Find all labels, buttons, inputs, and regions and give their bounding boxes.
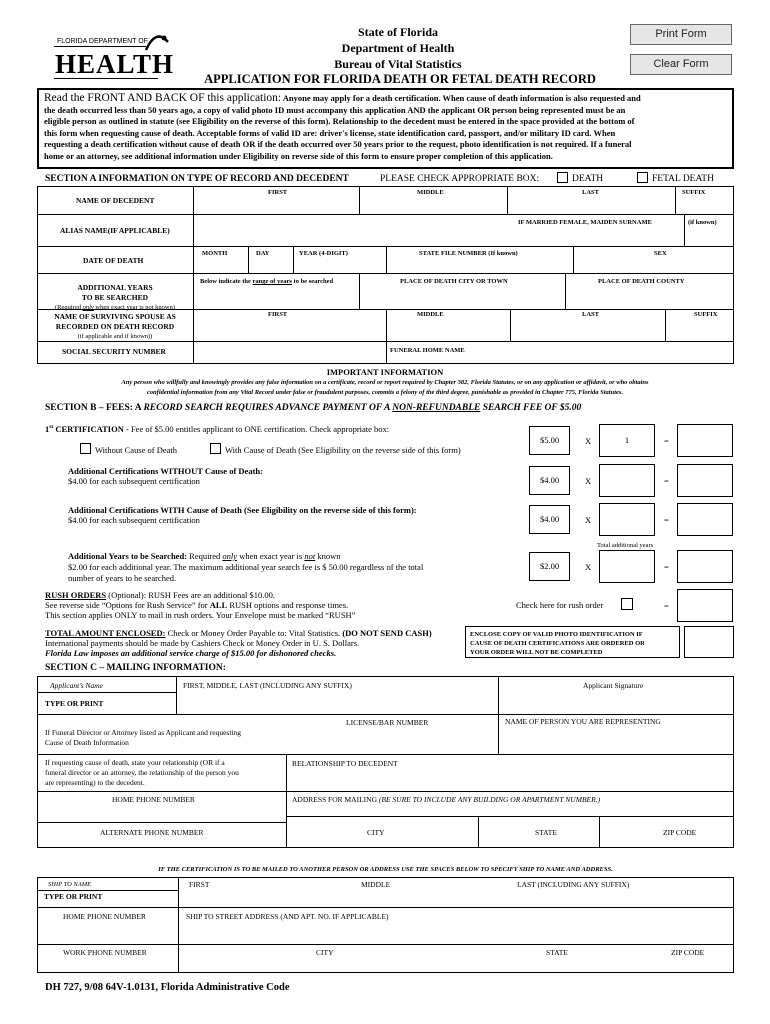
ship-first-label: FIRST — [189, 880, 210, 889]
rush-checkbox[interactable] — [621, 598, 633, 610]
middle-col: MIDDLE — [417, 189, 444, 196]
fd-note-2: Cause of Death Information — [45, 738, 129, 747]
row3-x: X — [585, 515, 592, 525]
without-cause-checkbox[interactable] — [80, 443, 91, 454]
state-label: STATE — [535, 828, 557, 837]
range-note-a: Below indicate the — [200, 278, 253, 285]
rush-2c: RUSH options and response times. — [227, 600, 349, 610]
row3-total[interactable] — [677, 503, 733, 536]
logo-top-text: FLORIDA DEPARTMENT OF — [57, 38, 149, 45]
ay-c: only — [222, 551, 238, 561]
id-l2: CAUSE OF DEATH CERTIFICATIONS ARE ORDERED OR — [470, 640, 645, 647]
rush-eq: = — [664, 601, 669, 611]
rel-2: funeral director or an attorney, the relationship of the person you — [45, 768, 239, 777]
form-code: DH 727, 9/08 64V-1.0131, Florida Administrative Code — [45, 982, 290, 993]
row4-total[interactable] — [677, 550, 733, 583]
spouse-last-col: LAST — [582, 311, 599, 318]
suffix-col: SUFFIX — [682, 189, 706, 196]
first-cert-desc: - Fee of $5.00 entitles applicant to ONE certification. Check appropriate box: — [123, 424, 390, 434]
row1-qty[interactable] — [599, 424, 655, 457]
pod-county-col: PLACE OF DEATH COUNTY — [598, 278, 685, 285]
alt-phone-label: ALTERNATE PHONE NUMBER — [100, 828, 204, 837]
intro-line-3: eligible person as outlined in statute (see Eligibility on the reverse of this form). Relationship to the decedent must be entered in the space provided at the bottom of — [44, 116, 635, 126]
first-cert-line — [45, 424, 389, 434]
with-cause-checkbox[interactable] — [210, 443, 221, 454]
addr-b: (BE SURE TO INCLUDE ANY BUILDING OR APARTMENT NUMBER.) — [378, 795, 601, 804]
ay-d: when exact year is — [237, 551, 305, 561]
ay-e: not — [304, 551, 316, 561]
rush-2b: ALL — [209, 600, 228, 610]
ship-last-label: LAST (INCLUDING ANY SUFFIX) — [517, 880, 630, 889]
zip-label: ZIP CODE — [663, 828, 697, 837]
addl-without-fee: $4.00 for each subsequent certification — [68, 476, 200, 486]
ay-f: known — [315, 551, 341, 561]
photo-id-notice-text — [470, 630, 645, 657]
important-line-2: confidential information from any Vital Record under false or fraudulent purposes, commits a felony of the third degree, punishable as provided in Chapter 775, Florida Statutes. — [146, 389, 624, 396]
pod-city-col: PLACE OF DEATH CITY OR TOWN — [400, 278, 508, 285]
print-form-button[interactable]: Print Form — [630, 24, 732, 45]
addl-years-search — [68, 551, 340, 561]
id-l3: YOUR ORDER WILL NOT BE COMPLETED — [470, 649, 603, 656]
row4-qty[interactable] — [599, 550, 655, 583]
spouse-first-col: FIRST — [268, 311, 288, 318]
rush-line-2 — [45, 600, 348, 610]
row2-eq: = — [664, 476, 669, 486]
spouse-label — [38, 312, 192, 342]
range-note-c: to be searched — [291, 278, 334, 285]
intro-text — [44, 93, 730, 162]
total-line-1 — [45, 628, 432, 638]
state-file-col: STATE FILE NUMBER (If known) — [419, 250, 518, 257]
total-heading: TOTAL AMOUNT ENCLOSED: — [45, 628, 166, 638]
row1-x: X — [585, 436, 592, 446]
last-col: LAST — [582, 189, 599, 196]
rush-total[interactable] — [677, 589, 733, 622]
rush-check-label: Check here for rush order — [516, 600, 604, 610]
alias-field[interactable] — [194, 228, 683, 245]
ship-home-phone-label: HOME PHONE NUMBER — [63, 912, 146, 921]
secb-h-b: RECORD SEARCH REQUIRES ADVANCE PAYMENT OF A — [143, 403, 393, 413]
ssn-label: SOCIAL SECURITY NUMBER — [62, 347, 166, 356]
spouse-middle-col: MIDDLE — [417, 311, 444, 318]
intro-lead: Read the FRONT AND BACK OF this application: — [44, 92, 282, 104]
fetal-death-label: FETAL DEATH — [652, 174, 714, 184]
spouse-l2: RECORDED ON DEATH RECORD — [55, 321, 175, 331]
first-cert-num: 1 — [45, 424, 50, 434]
important-line-1: Any person who willfully and knowingly provides any false information on a certificate, record or report required by Chapter 382, Florida Statutes, or on any application or affidavit, or who obtains — [121, 379, 649, 386]
first-cert-label: CERTIFICATION — [53, 424, 124, 434]
addl-years-line-2: $2.00 for each additional year. The maximum additional year search fee is $ 50.00 regardless of the total — [68, 562, 424, 572]
row1-qty-value: 1 — [624, 435, 630, 445]
intro-line-6: home or an attorney, see additional information under Eligibility on reverse side of this form to ensure proper completion of this application. — [44, 150, 553, 161]
row4-eq: = — [664, 562, 669, 572]
city-label: CITY — [367, 828, 385, 837]
applicant-signature-label: Applicant Signature — [583, 681, 644, 690]
with-cause-label: With Cause of Death (See Eligibility on the reverse side of this form) — [225, 445, 461, 455]
maiden-label: IF MARRIED FEMALE, MAIDEN SURNAME — [518, 219, 652, 226]
relationship-label: RELATIONSHIP TO DECEDENT — [292, 759, 398, 768]
day-col: DAY — [256, 250, 270, 257]
representing-label: NAME OF PERSON YOU ARE REPRESENTING — [505, 717, 661, 726]
addr-a: ADDRESS FOR MAILING — [292, 795, 379, 804]
addl-with-heading: Additional Certifications WITH Cause of Death (See Eligibility on the reverse side of this form): — [68, 505, 417, 515]
page-title: APPLICATION FOR FLORIDA DEATH OR FETAL DEATH RECORD — [204, 72, 596, 86]
addl-years-l3c: when exact year is not known) — [93, 304, 176, 311]
row1-amount: $5.00 — [529, 426, 570, 455]
applicant-name-field[interactable] — [178, 692, 496, 712]
alias-label: ALIAS NAME(IF APPLICABLE) — [60, 226, 170, 235]
total-1: Check or Money Order Payable to: Vital Statistics. — [165, 628, 343, 638]
year-col: YEAR (4-DIGIT) — [299, 250, 348, 257]
row4-x: X — [585, 562, 592, 572]
month-col: MONTH — [202, 250, 228, 257]
grand-total[interactable] — [684, 626, 734, 658]
id-l1: ENCLOSE COPY OF VALID PHOTO IDENTIFICATION IF — [470, 631, 643, 638]
row4-amount: $2.00 — [529, 552, 570, 581]
header-state: State of Florida — [358, 25, 438, 39]
ship-type-or-print: TYPE OR PRINT — [44, 892, 103, 901]
row3-eq: = — [664, 515, 669, 525]
rel-3: are representing) to the decedent. — [45, 778, 145, 787]
funeral-home-label: FUNERAL HOME NAME — [390, 347, 465, 354]
header-dept: Department of Health — [341, 41, 455, 55]
rush-1: (Optional): RUSH Fees are an additional $10.00. — [106, 590, 275, 600]
spouse-l3: (if applicable and if known)) — [77, 333, 153, 340]
addl-years-line-3: number of years to be searched. — [68, 573, 177, 583]
applicant-cols: FIRST, MIDDLE, LAST (INCLUDING ANY SUFFIX) — [183, 681, 352, 690]
row3-amount: $4.00 — [529, 505, 570, 534]
row2-qty[interactable] — [599, 464, 655, 497]
row2-x: X — [585, 476, 592, 486]
intro-line-4: this form when requesting cause of death. Acceptable forms of valid ID are: driver's license, state identification card, passport, and/or military ID card. When — [44, 127, 616, 138]
sex-col: SEX — [654, 250, 667, 257]
name-of-decedent-label: NAME OF DECEDENT — [76, 196, 155, 205]
range-note — [200, 278, 333, 285]
if-known-label: (if known) — [688, 219, 717, 226]
date-of-death-label: DATE OF DEATH — [83, 256, 144, 265]
decedent-name-field[interactable] — [194, 197, 733, 213]
work-phone-label: WORK PHONE NUMBER — [63, 948, 147, 957]
logo-main-text: HEALTH — [55, 49, 175, 79]
addl-without-heading: Additional Certifications WITHOUT Cause of Death: — [68, 466, 263, 476]
spouse-suffix-col: SUFFIX — [694, 311, 718, 318]
rush-line-1 — [45, 590, 275, 600]
license-label: LICENSE/BAR NUMBER — [346, 718, 429, 727]
ship-middle-label: MIDDLE — [361, 880, 391, 889]
addl-years-l3b: only — [82, 304, 94, 311]
ship-to-name-label: SHIP TO NAME — [48, 881, 92, 888]
rush-heading: RUSH ORDERS — [45, 590, 107, 600]
intro-line-5: requesting a death certification without cause of death OR if the death occurred over 50 years prior to the request, photo identification is not required. If a funeral — [44, 139, 632, 149]
death-checkbox[interactable] — [557, 172, 568, 183]
ay-b: Required — [187, 551, 223, 561]
additional-years-label — [38, 283, 192, 313]
total-line-3: Florida Law imposes an additional service charge of $15.00 for dishonored checks. — [45, 648, 337, 658]
total-years-label: Total additional years — [597, 542, 654, 549]
ship-state-label: STATE — [546, 948, 568, 957]
row1-eq: = — [664, 436, 669, 446]
rel-1: If requesting cause of death, state your relationship (OR if a — [45, 758, 225, 767]
rush-line-3: This section applies ONLY to mail in rush orders. Your Envelope must be marked “RUSH” — [45, 610, 356, 620]
spouse-l1: NAME OF SURVIVING SPOUSE AS — [54, 312, 176, 321]
applicant-name-label: Applicant’s Name — [50, 681, 103, 690]
ay-a: Additional Years to be Searched: — [68, 551, 187, 561]
row3-qty[interactable] — [599, 503, 655, 536]
check-prompt: PLEASE CHECK APPROPRIATE BOX: — [380, 174, 540, 184]
section-a-heading: SECTION A INFORMATION ON TYPE OF RECORD AND DECEDENT — [45, 174, 349, 184]
fd-note-1: If Funeral Director or Attorney listed as Applicant and requesting — [45, 728, 241, 737]
ship-table — [37, 877, 734, 973]
first-cert-sup: st — [49, 424, 54, 431]
addl-years-l2: TO BE SEARCHED — [81, 292, 149, 302]
applicant-signature-field[interactable] — [500, 692, 732, 712]
rush-2a: See reverse side “Options for Rush Service” for — [45, 600, 210, 610]
intro-line-2: the death occurred less than 50 years ago, a copy of valid photo ID must accompany this application AND the applicant OR person being represented must be an — [44, 104, 626, 115]
addl-years-l3a: (Required — [54, 304, 83, 311]
row2-amount: $4.00 — [529, 466, 570, 495]
home-phone-label: HOME PHONE NUMBER — [112, 795, 195, 804]
ship-city-label: CITY — [316, 948, 334, 957]
relationship-note — [45, 758, 281, 788]
type-or-print: TYPE OR PRINT — [45, 699, 104, 708]
secb-h-a: SECTION B – FEES: A — [45, 403, 144, 413]
addl-with-fee: $4.00 for each subsequent certification — [68, 515, 200, 525]
row1-total[interactable] — [677, 424, 733, 457]
sun-arc-icon — [144, 32, 170, 52]
first-col: FIRST — [268, 189, 288, 196]
without-cause-label: Without Cause of Death — [95, 445, 178, 455]
fetal-death-checkbox[interactable] — [637, 172, 648, 183]
header-bureau: Bureau of Vital Statistics — [334, 57, 462, 71]
mailing-address-label — [292, 795, 600, 804]
clear-form-button[interactable]: Clear Form — [630, 54, 732, 75]
ship-note: IF THE CERTIFICATION IS TO BE MAILED TO ANOTHER PERSON OR ADDRESS USE THE SPACES BELOW TO SPECIFY SHIP TO NAME AND ADDRESS. — [158, 866, 613, 873]
ship-zip-label: ZIP CODE — [671, 948, 705, 957]
total-1b: (DO NOT SEND CASH) — [342, 628, 432, 638]
death-label: DEATH — [572, 174, 604, 184]
section-b-heading — [45, 403, 581, 413]
intro-line-1: Anyone may apply for a death certification. When cause of death information is also requested and — [282, 93, 641, 103]
important-heading: IMPORTANT INFORMATION — [326, 367, 444, 377]
row2-total[interactable] — [677, 464, 733, 497]
section-c-heading: SECTION C – MAILING INFORMATION: — [45, 663, 226, 673]
secb-h-c: NON-REFUNDABLE — [392, 403, 481, 413]
addl-years-l1: ADDITIONAL YEARS — [77, 283, 153, 292]
total-line-2: International payments should be made by Cashiers Check or Money Order in U. S. Dollars. — [45, 638, 360, 648]
ship-street-label: SHIP TO STREET ADDRESS (AND APT. NO. IF APPLICABLE) — [186, 912, 389, 921]
range-note-b: range of years — [252, 278, 292, 285]
secb-h-d: SEARCH FEE OF $5.00 — [480, 403, 582, 413]
